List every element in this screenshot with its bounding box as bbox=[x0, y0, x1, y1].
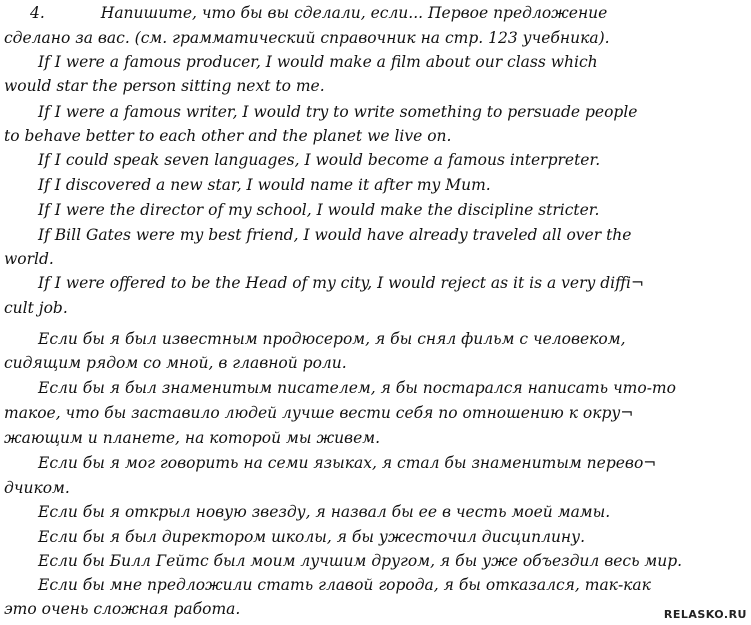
russian-line: Если бы я был знаменитым писателем, я бы постарался написать что-то bbox=[38, 379, 676, 397]
russian-line: жающим и планете, на которой мы живем. bbox=[4, 429, 381, 447]
russian-line: Если бы мне предложили стать главой города, я бы отказался, так-как bbox=[38, 576, 651, 594]
english-line: If I could speak seven languages, I would become a famous interpreter. bbox=[38, 151, 601, 169]
english-line: If I were the director of my school, I would make the discipline stricter. bbox=[38, 201, 600, 219]
russian-line: Если бы я открыл новую звезду, я назвал бы ее в честь моей мамы. bbox=[38, 503, 611, 521]
english-line: If I discovered a new star, I would name it after my Mum. bbox=[38, 176, 491, 194]
russian-line: такое, что бы заставило людей лучше вести себя по отношению к окру¬ bbox=[4, 404, 634, 422]
english-line: If I were a famous writer, I would try to write something to persuade people bbox=[38, 103, 638, 121]
russian-line: Если бы Билл Гейтс был моим лучшим другом, я бы уже объездил весь мир. bbox=[38, 552, 683, 570]
task-instruction: Напишите, что бы вы сделали, если... Первое предложение bbox=[100, 4, 608, 22]
site-watermark: RELASKO.RU bbox=[663, 608, 747, 621]
russian-line: Если бы я мог говорить на семи языках, я стал бы знаменитым перево¬ bbox=[38, 454, 657, 472]
english-line: world. bbox=[4, 250, 54, 268]
russian-line: Если бы я был директором школы, я бы ужесточил дисциплину. bbox=[38, 528, 586, 546]
english-line: to behave better to each other and the planet we live on. bbox=[4, 127, 452, 145]
english-line: If I were a famous producer, I would make a film about our class which bbox=[38, 53, 598, 71]
russian-line: Если бы я был известным продюсером, я бы снял фильм с человеком, bbox=[38, 330, 626, 348]
english-line: would star the person sitting next to me. bbox=[4, 77, 325, 95]
russian-line: сидящим рядом со мной, в главной роли. bbox=[4, 354, 347, 372]
task-header-line bbox=[30, 6, 607, 22]
russian-line: это очень сложная работа. bbox=[4, 600, 241, 618]
task-number: 4. bbox=[30, 4, 45, 22]
task-instruction-continued: сделано за вас. (см. грамматический справочник на стр. 123 учебника). bbox=[4, 29, 610, 47]
english-line: cult job. bbox=[4, 299, 68, 317]
russian-line: дчиком. bbox=[4, 479, 70, 497]
english-line: If Bill Gates were my best friend, I would have already traveled all over the bbox=[38, 226, 632, 244]
english-line: If I were offered to be the Head of my city, I would reject as it is a very diffi¬ bbox=[38, 274, 645, 292]
